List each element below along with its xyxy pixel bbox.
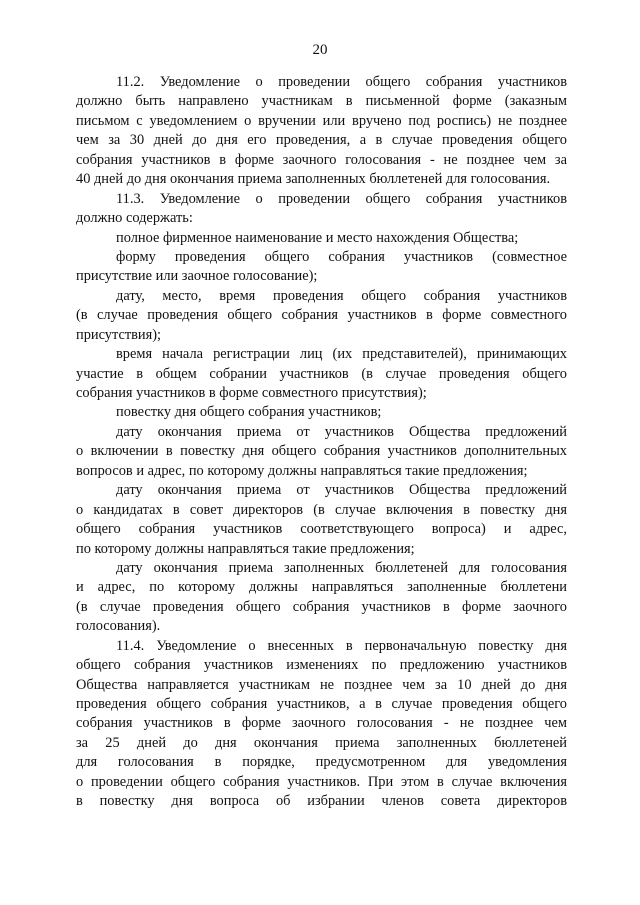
text-line: собрания участников в форме заочного голосования - не позднее чем <box>76 715 567 732</box>
text-line: о кандидатах в совет директоров (в случае включения в повестку дня <box>76 501 567 518</box>
text-line: общего собрания участников соответствующего вопроса) и адрес, <box>76 521 567 538</box>
text-line: чем за 30 дней до дня его проведения, а в случае проведения общего <box>76 132 567 149</box>
text-line: голосования). <box>76 618 161 635</box>
text-line: присутствия); <box>76 326 162 343</box>
text-line: собрания участников в форме заочного голосования - не позднее чем за <box>76 151 567 168</box>
text-line: собрания участников в форме совместного присутствия); <box>76 385 427 401</box>
text-line: дату, место, время проведения общего собрания участников <box>116 287 567 304</box>
text-line: по которому должны направляться такие предложения; <box>76 540 415 557</box>
text-line: дату окончания приема заполненных бюллетеней для голосования <box>116 559 567 576</box>
text-line: дату окончания приема от участников Общества предложений <box>116 423 567 440</box>
text-line: дату окончания приема от участников Общества предложений <box>116 482 567 499</box>
text-line: вопросов и адрес, по которому должны направляться такие предложения; <box>76 462 528 479</box>
text-line: и адрес, по которому должны направляться заполненные бюллетени <box>76 579 567 596</box>
text-line: (в случае проведения общего собрания участников в форме совместного <box>76 307 567 324</box>
page-number: 20 <box>312 42 328 58</box>
text-line: в повестку дня вопроса об избрании членов совета директоров <box>76 793 567 810</box>
text-line: участие в общем собрании участников (в случае проведения общего <box>76 365 567 382</box>
text-line: о включении в повестку дня общего собрания участников дополнительных <box>76 443 567 460</box>
text-line: проведения общего собрания участников, а в случае проведения общего <box>76 696 567 712</box>
text-line: 11.4. Уведомление о внесенных в первоначальную повестку дня <box>116 637 567 654</box>
text-line: (в случае проведения общего собрания участников в форме заочного <box>76 598 567 615</box>
text-line: время начала регистрации лиц (их представителей), принимающих <box>116 346 567 363</box>
text-line: за 25 дней до дня окончания приема заполненных бюллетеней <box>76 734 567 751</box>
text-line: 11.3. Уведомление о проведении общего собрания участников <box>116 190 567 207</box>
text-line: для голосования в порядке, предусмотренном для уведомления <box>76 754 567 771</box>
body-text <box>76 73 567 812</box>
text-line: общего собрания участников изменениях по предложению участников <box>76 657 567 674</box>
text-line: о проведении общего собрания участников. При этом в случае включения <box>76 773 567 790</box>
text-line: полное фирменное наименование и место нахождения Общества; <box>116 229 519 246</box>
text-line: должно содержать: <box>76 210 193 227</box>
text-line: Общества направляется участникам не позднее чем за 10 дней до дня <box>76 676 567 693</box>
text-line: должно быть направлено участникам в письменной форме (заказным <box>76 93 567 110</box>
text-line: присутствие или заочное голосование); <box>76 268 318 285</box>
text-line: повестку дня общего собрания участников; <box>116 404 382 421</box>
text-line: форму проведения общего собрания участников (совместное <box>116 248 567 265</box>
text-line: 40 дней до дня окончания приема заполненных бюллетеней для голосования. <box>76 171 551 188</box>
text-line: 11.2. Уведомление о проведении общего собрания участников <box>116 74 567 90</box>
text-line: письмом с уведомлением о вручении или вручено под роспись) не позднее <box>76 112 567 129</box>
